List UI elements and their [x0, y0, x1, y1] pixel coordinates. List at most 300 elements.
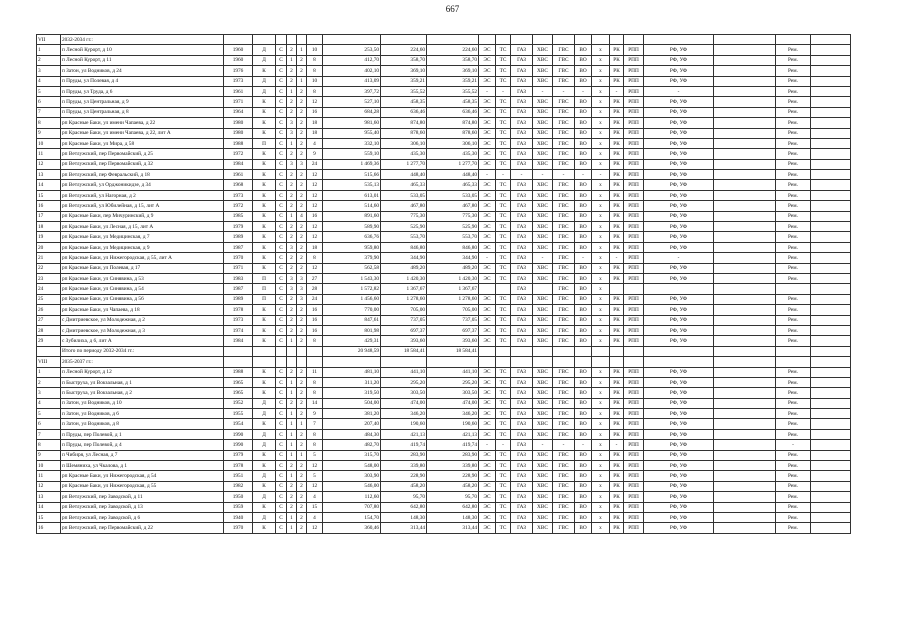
build-year: 1960	[224, 45, 253, 55]
utility-ts: ТС	[496, 294, 511, 304]
build-year: 1988	[224, 367, 253, 377]
table-row	[37, 138, 851, 148]
area-total: 360,46	[323, 523, 381, 533]
utility-gas: ГАЗ	[511, 336, 533, 346]
repair-rpp: РПП	[624, 222, 644, 232]
utility-es: ЭС	[479, 336, 496, 346]
area-residential: 313,44	[427, 523, 479, 533]
apartment-count: 12	[307, 222, 323, 232]
area-residential: 874,80	[427, 118, 479, 128]
repair-rk: РК	[610, 409, 624, 419]
repair-rf-uf: РФ, УФ	[644, 429, 714, 439]
area-residential: 878,60	[427, 128, 479, 138]
work-type: Рем.	[776, 492, 811, 502]
table-row	[37, 294, 851, 304]
build-year: 1965	[224, 377, 253, 387]
entrance-count: 2	[297, 201, 307, 211]
build-year: 1970	[224, 523, 253, 533]
floor-count: 3	[287, 128, 297, 138]
utility-ts: ТС	[496, 502, 511, 512]
empty-cell	[811, 481, 851, 491]
area-residential: 458,20	[427, 481, 479, 491]
floor-count: 2	[287, 481, 297, 491]
utility-vo: ВО	[575, 284, 592, 294]
area-total: 319,50	[323, 388, 381, 398]
utility-gas: ГАЗ	[511, 138, 533, 148]
table-row	[37, 159, 851, 169]
empty-cell	[553, 346, 575, 356]
entrance-count: 2	[297, 461, 307, 471]
building-type: С	[276, 263, 287, 273]
row-number: 24	[37, 284, 61, 294]
empty-cell	[644, 357, 714, 367]
building-address: рп Красные Баки, ул Нижегородская, д 55, лит А	[61, 253, 224, 263]
utility-hvs: ХВС	[533, 107, 553, 117]
repair-rf-uf: РФ, УФ	[644, 211, 714, 221]
area-residential: 474,00	[427, 398, 479, 408]
utility-x: х	[592, 86, 610, 96]
table-row	[37, 128, 851, 138]
empty-cell	[533, 35, 553, 45]
work-type: Рем.	[776, 170, 811, 180]
utility-hvs: ХВС	[533, 211, 553, 221]
building-type: С	[276, 97, 287, 107]
repair-rf-uf: -	[644, 253, 714, 263]
utility-gvs: ГВС	[553, 388, 575, 398]
building-type: С	[276, 242, 287, 252]
wall-material: П	[253, 294, 276, 304]
floor-count: 2	[287, 190, 297, 200]
empty-cell	[714, 273, 776, 283]
empty-cell	[714, 481, 776, 491]
row-number: 10	[37, 461, 61, 471]
repair-rf-uf: РФ, УФ	[644, 149, 714, 159]
utility-ts: ТС	[496, 180, 511, 190]
utility-es: ЭС	[479, 107, 496, 117]
wall-material: К	[253, 253, 276, 263]
empty-cell	[427, 357, 479, 367]
building-address: рп Красные Баки, ул Нижегородская, д 55	[61, 481, 224, 491]
apartment-count: 8	[307, 336, 323, 346]
table-row	[37, 461, 851, 471]
utility-vo: ВО	[575, 263, 592, 273]
utility-gas: ГАЗ	[511, 523, 533, 533]
repair-rk: РК	[610, 180, 624, 190]
area-residential: 467,80	[427, 201, 479, 211]
work-type: Рем.	[776, 55, 811, 65]
table-row	[37, 512, 851, 522]
area-total: 484,30	[323, 429, 381, 439]
row-number: 9	[37, 450, 61, 460]
utility-es: ЭС	[479, 263, 496, 273]
utility-gvs: ГВС	[553, 66, 575, 76]
utility-x: х	[592, 409, 610, 419]
utility-ts: ТС	[496, 201, 511, 211]
empty-cell	[287, 357, 297, 367]
build-year: 1978	[224, 461, 253, 471]
work-type: Рем.	[776, 222, 811, 232]
work-type: Рем.	[776, 336, 811, 346]
wall-material: Д	[253, 409, 276, 419]
empty-cell	[776, 357, 811, 367]
apartment-count: 16	[307, 107, 323, 117]
utility-x: х	[592, 377, 610, 387]
utility-ts: ТС	[496, 471, 511, 481]
area-living: 283,90	[381, 450, 427, 460]
empty-cell	[644, 35, 714, 45]
utility-gas: ГАЗ	[511, 107, 533, 117]
repair-rk: РК	[610, 512, 624, 522]
utility-gvs: ГВС	[553, 76, 575, 86]
work-type: Рем.	[776, 325, 811, 335]
utility-es: ЭС	[479, 409, 496, 419]
utility-vo: -	[575, 253, 592, 263]
utility-hvs: ХВС	[533, 263, 553, 273]
utility-ts: ТС	[496, 523, 511, 533]
build-year: 1950	[224, 492, 253, 502]
wall-material: Д	[253, 398, 276, 408]
repair-rk: РК	[610, 201, 624, 211]
repair-rk: РК	[610, 502, 624, 512]
area-residential: 525,90	[427, 222, 479, 232]
building-address: п Затон, ул Водников, д 8	[61, 419, 224, 429]
empty-cell	[811, 502, 851, 512]
repair-rk: РК	[610, 398, 624, 408]
utility-hvs: ХВС	[533, 118, 553, 128]
repair-rk: РК	[610, 211, 624, 221]
build-year: 1989	[224, 232, 253, 242]
utility-gas: ГАЗ	[511, 512, 533, 522]
utility-es: ЭС	[479, 242, 496, 252]
repair-rf-uf: -	[644, 86, 714, 96]
apartment-count: 9	[307, 149, 323, 159]
utility-ts: ТС	[496, 325, 511, 335]
repair-rk: РК	[610, 263, 624, 273]
utility-hvs: ХВС	[533, 481, 553, 491]
entrance-count: 2	[297, 325, 307, 335]
building-type: С	[276, 315, 287, 325]
utility-gas: ГАЗ	[511, 159, 533, 169]
utility-x: х	[592, 294, 610, 304]
utility-x: х	[592, 388, 610, 398]
repair-rk: РК	[610, 97, 624, 107]
empty-cell	[496, 35, 511, 45]
empty-cell	[811, 325, 851, 335]
wall-material: П	[253, 138, 276, 148]
utility-vo: ВО	[575, 180, 592, 190]
utility-ts: ТС	[496, 97, 511, 107]
empty-cell	[224, 346, 253, 356]
wall-material: К	[253, 190, 276, 200]
utility-gvs: ГВС	[553, 429, 575, 439]
utility-es: ЭС	[479, 377, 496, 387]
area-total: 535,13	[323, 180, 381, 190]
empty-cell	[714, 294, 776, 304]
empty-cell	[714, 336, 776, 346]
utility-hvs: ХВС	[533, 502, 553, 512]
area-residential: 295,20	[427, 377, 479, 387]
utility-gas: ГАЗ	[511, 305, 533, 315]
utility-vo: ВО	[575, 45, 592, 55]
apartment-count: 12	[307, 190, 323, 200]
building-type: С	[276, 201, 287, 211]
repair-rpp: РПП	[624, 440, 644, 450]
building-address: п Пруды, ул Центральная, д 8	[61, 107, 224, 117]
floor-count: 3	[287, 118, 297, 128]
utility-x: х	[592, 450, 610, 460]
utility-gas: ГАЗ	[511, 253, 533, 263]
row-number: 3	[37, 66, 61, 76]
floor-count: 2	[287, 201, 297, 211]
area-residential: 737,05	[427, 315, 479, 325]
repair-rk: -	[610, 440, 624, 450]
utility-ts: -	[496, 170, 511, 180]
area-total: 481,10	[323, 367, 381, 377]
utility-gvs: ГВС	[553, 149, 575, 159]
repair-rf-uf: РФ, УФ	[644, 128, 714, 138]
empty-cell	[811, 86, 851, 96]
wall-material: К	[253, 97, 276, 107]
work-type: Рем.	[776, 253, 811, 263]
floor-count: 2	[287, 294, 297, 304]
utility-gas: ГАЗ	[511, 429, 533, 439]
utility-gvs: ГВС	[553, 45, 575, 55]
row-number: 5	[37, 409, 61, 419]
entrance-count: 1	[297, 450, 307, 460]
empty-cell	[811, 97, 851, 107]
utility-gvs: -	[553, 170, 575, 180]
utility-x: х	[592, 523, 610, 533]
empty-cell	[811, 367, 851, 377]
utility-gvs: ГВС	[553, 55, 575, 65]
build-year: 1979	[224, 450, 253, 460]
area-residential: 344,90	[427, 253, 479, 263]
work-type: -	[776, 440, 811, 450]
apartment-count: 14	[307, 398, 323, 408]
repair-rf-uf: РФ, УФ	[644, 481, 714, 491]
floor-count: 2	[287, 253, 297, 263]
repair-rpp	[624, 284, 644, 294]
area-total: 315,70	[323, 450, 381, 460]
floor-count: 2	[287, 502, 297, 512]
row-number: 19	[37, 232, 61, 242]
repair-rk: РК	[610, 55, 624, 65]
floor-count: 1	[287, 336, 297, 346]
build-year: 1984	[224, 159, 253, 169]
table-row	[37, 409, 851, 419]
area-total: 332,10	[323, 138, 381, 148]
entrance-count: 2	[297, 170, 307, 180]
build-year: 1960	[224, 55, 253, 65]
utility-hvs: ХВС	[533, 273, 553, 283]
utility-es: ЭС	[479, 180, 496, 190]
entrance-count: 4	[297, 211, 307, 221]
build-year: 1951	[224, 471, 253, 481]
utility-ts: ТС	[496, 138, 511, 148]
utility-vo: ВО	[575, 429, 592, 439]
apartment-count: 12	[307, 263, 323, 273]
work-type: Рем.	[776, 461, 811, 471]
empty-cell	[811, 409, 851, 419]
apartment-count: 4	[307, 512, 323, 522]
repair-rpp: РПП	[624, 149, 644, 159]
row-number: 2	[37, 55, 61, 65]
utility-vo: ВО	[575, 305, 592, 315]
table-row	[37, 377, 851, 387]
wall-material: К	[253, 315, 276, 325]
repair-rpp: РПП	[624, 523, 644, 533]
utility-gas: ГАЗ	[511, 409, 533, 419]
utility-gvs: ГВС	[553, 159, 575, 169]
floor-count: 1	[287, 523, 297, 533]
empty-cell	[714, 502, 776, 512]
wall-material: К	[253, 419, 276, 429]
area-living: 435,30	[381, 149, 427, 159]
area-total: 801,98	[323, 325, 381, 335]
work-type: Рем.	[776, 315, 811, 325]
utility-ts: -	[496, 86, 511, 96]
row-number: 25	[37, 294, 61, 304]
empty-cell	[533, 346, 553, 356]
row-number: 18	[37, 222, 61, 232]
repair-rf-uf: РФ, УФ	[644, 471, 714, 481]
utility-hvs: -	[533, 170, 553, 180]
area-living: 419,74	[381, 440, 427, 450]
utility-x: х	[592, 211, 610, 221]
area-total: 381,20	[323, 409, 381, 419]
empty-cell	[511, 357, 533, 367]
empty-cell	[610, 346, 624, 356]
area-total: 154,70	[323, 512, 381, 522]
building-type: С	[276, 55, 287, 65]
utility-gas: ГАЗ	[511, 273, 533, 283]
build-year: 1973	[224, 315, 253, 325]
section-label: 2032-2034 гг.:	[61, 35, 224, 45]
building-type: С	[276, 107, 287, 117]
utility-ts: ТС	[496, 450, 511, 460]
empty-cell	[276, 357, 287, 367]
utility-hvs: ХВС	[533, 128, 553, 138]
empty-cell	[714, 346, 776, 356]
empty-cell	[811, 201, 851, 211]
utility-gvs: -	[553, 440, 575, 450]
apartment-count: 4	[307, 492, 323, 502]
floor-count: 2	[287, 149, 297, 159]
building-type: С	[276, 118, 287, 128]
row-number: 8	[37, 118, 61, 128]
utility-vo: ВО	[575, 273, 592, 283]
area-total: 253,50	[323, 45, 381, 55]
utility-es: ЭС	[479, 201, 496, 211]
build-year: 1961	[224, 86, 253, 96]
apartment-count: 27	[307, 273, 323, 283]
apartment-count: 24	[307, 159, 323, 169]
wall-material: К	[253, 66, 276, 76]
wall-material: Д	[253, 86, 276, 96]
row-number: 12	[37, 159, 61, 169]
area-residential: 339,80	[427, 461, 479, 471]
wall-material: К	[253, 107, 276, 117]
build-year: 1989	[224, 294, 253, 304]
area-living: 458,20	[381, 481, 427, 491]
repair-rpp: РПП	[624, 45, 644, 55]
work-type: Рем.	[776, 367, 811, 377]
building-address: п Быструха, ул Вокзальная, д 1	[61, 377, 224, 387]
utility-x: х	[592, 419, 610, 429]
utility-ts: ТС	[496, 222, 511, 232]
apartment-count: 4	[307, 138, 323, 148]
area-living: 1 367,67	[381, 284, 427, 294]
empty-cell	[479, 357, 496, 367]
area-residential: 346,20	[427, 409, 479, 419]
floor-count: 3	[287, 242, 297, 252]
repair-rk: РК	[610, 325, 624, 335]
utility-x: х	[592, 512, 610, 522]
row-number: 15	[37, 512, 61, 522]
empty-cell	[811, 315, 851, 325]
repair-rk	[610, 284, 624, 294]
utility-gas: ГАЗ	[511, 55, 533, 65]
build-year: 1978	[224, 305, 253, 315]
build-year: 1984	[224, 336, 253, 346]
row-number: 16	[37, 201, 61, 211]
apartment-count: 8	[307, 440, 323, 450]
utility-vo: ВО	[575, 76, 592, 86]
utility-vo: ВО	[575, 471, 592, 481]
table-row	[37, 305, 851, 315]
area-total: 527,10	[323, 97, 381, 107]
area-living: 346,20	[381, 409, 427, 419]
empty-cell	[811, 305, 851, 315]
utility-gas: ГАЗ	[511, 222, 533, 232]
utility-x: х	[592, 55, 610, 65]
building-type: С	[276, 66, 287, 76]
repair-rpp: РПП	[624, 253, 644, 263]
table-row	[37, 55, 851, 65]
area-total: 311,20	[323, 377, 381, 387]
entrance-count: 2	[297, 97, 307, 107]
building-type: С	[276, 76, 287, 86]
area-living: 636,46	[381, 107, 427, 117]
entrance-count: 2	[297, 55, 307, 65]
empty-cell	[553, 357, 575, 367]
empty-cell	[811, 294, 851, 304]
repair-rpp: РПП	[624, 128, 644, 138]
utility-x: х	[592, 367, 610, 377]
table-row	[37, 523, 851, 533]
utility-es: -	[479, 170, 496, 180]
utility-es: ЭС	[479, 55, 496, 65]
utility-ts: ТС	[496, 263, 511, 273]
building-address: рп Красные Баки, ул Полевая, д 17	[61, 263, 224, 273]
utility-es: ЭС	[479, 97, 496, 107]
row-number: 8	[37, 440, 61, 450]
utility-gvs: ГВС	[553, 97, 575, 107]
build-year: 1973	[224, 76, 253, 86]
entrance-count: 2	[297, 305, 307, 315]
entrance-count: 2	[297, 377, 307, 387]
repair-rf-uf: РФ, УФ	[644, 76, 714, 86]
utility-es: ЭС	[479, 461, 496, 471]
empty-cell	[714, 66, 776, 76]
repair-rf-uf: РФ, УФ	[644, 440, 714, 450]
building-type: С	[276, 86, 287, 96]
empty-cell	[811, 419, 851, 429]
utility-es: ЭС	[479, 512, 496, 522]
build-year: 1982	[224, 481, 253, 491]
row-number: 26	[37, 305, 61, 315]
utility-hvs: ХВС	[533, 149, 553, 159]
